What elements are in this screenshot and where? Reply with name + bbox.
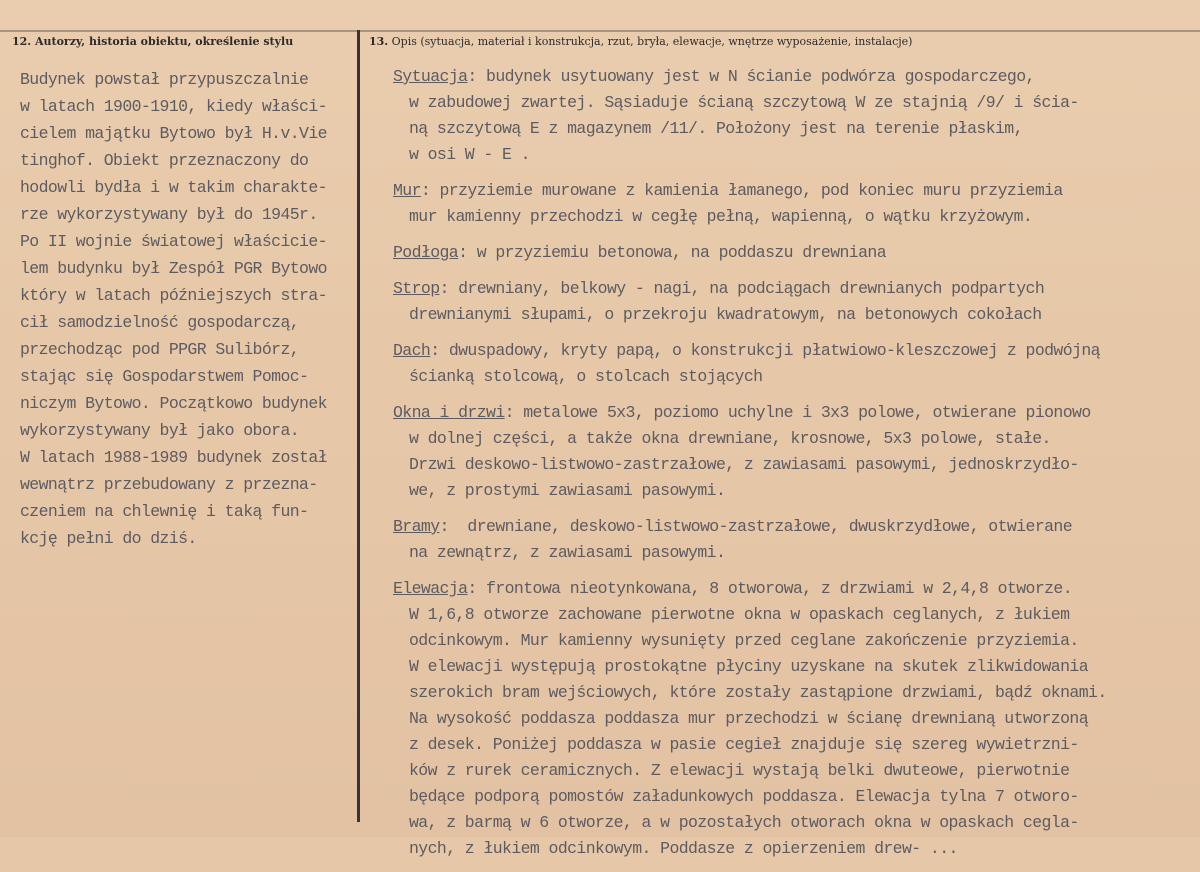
section-first-text: : budynek usytuowany jest w N ścianie podwórza gospodarczego, [467, 67, 1035, 86]
section-first-line [393, 514, 1193, 540]
section-continuation-line: na zewnątrz, z zawiasami pasowymi. [409, 543, 726, 562]
history-line: hodowli bydła i w takim charakte- [20, 178, 327, 197]
section-first-line [393, 64, 1193, 90]
description-section [393, 276, 1193, 328]
section-continuation-line: nych, z łukiem odcinkowym. Poddasze z opierzeniem drew- ... [409, 839, 958, 858]
section-continuation-line: we, z prostymi zawiasami pasowymi. [409, 481, 726, 500]
section-heading: Dach [393, 341, 431, 360]
history-line: przechodząc pod PPGR Sulibórz, [20, 340, 300, 359]
description-section [393, 64, 1193, 168]
section-continuation-line: ków z rurek ceramicznych. Z elewacji wystają belki dwuteowe, pierwotnie [409, 761, 1070, 780]
right-column-header [369, 35, 912, 48]
section-first-line [393, 338, 1193, 364]
left-column-header: 12. Autorzy, historia obiektu, określenie stylu [12, 35, 294, 48]
section-first-line [393, 240, 1193, 266]
section-continuation-line: odcinkowym. Mur kamienny wysunięty przed ceglane zakończenie przyziemia. [409, 631, 1079, 650]
description-section [393, 576, 1193, 862]
section-continuation-line: mur kamienny przechodzi w cegłę pełną, wapienną, o wątku krzyżowym. [409, 207, 1033, 226]
section-heading: Sytuacja [393, 67, 468, 86]
section-first-text: : drewniane, deskowo-listwowo-zastrzałowe, dwuskrzydłowe, otwierane [439, 517, 1073, 536]
history-line: Po II wojnie światowej właścicie- [20, 232, 327, 251]
history-line: kcję pełni do dziś. [20, 529, 197, 548]
history-line: cielem majątku Bytowo był H.v.Vie [20, 124, 327, 143]
section-continuation-line: w osi W - E . [409, 145, 530, 164]
history-line: tinghof. Obiekt przeznaczony do [20, 151, 309, 170]
section-continuation-line: w dolnej części, a także okna drewniane, krosnowe, 5x3 polowe, stałe. [409, 429, 1051, 448]
history-line: który w latach późniejszych stra- [20, 286, 327, 305]
history-line: w latach 1900-1910, kiedy właści- [20, 97, 327, 116]
section-continuation-line: W 1,6,8 otworze zachowane pierwotne okna w opaskach ceglanych, z łukiem [409, 605, 1070, 624]
description-section [393, 400, 1193, 504]
description-section [393, 178, 1193, 230]
history-line: cił samodzielność gospodarczą, [20, 313, 300, 332]
section-continuation-line: W elewacji występują prostokątne płyciny uzyskane na skutek zlikwidowania [409, 657, 1089, 676]
description-text [393, 64, 1193, 872]
section-first-text: : w przyziemiu betonowa, na poddaszu drewniana [458, 243, 886, 262]
section-first-line [393, 276, 1193, 302]
section-heading: Podłoga [393, 243, 459, 262]
column-divider [357, 30, 360, 822]
section-first-text: : frontowa nieotynkowana, 8 otworowa, z drzwiami w 2,4,8 otworze. [467, 579, 1073, 598]
section-continuation-line: ścianką stolcową, o stolcach stojących [409, 367, 763, 386]
section-heading: Bramy [393, 517, 440, 536]
section-continuation-line: będące podporą pomostów załadunkowych poddasza. Elewacja tylna 7 otworo- [409, 787, 1079, 806]
section-heading: Okna i drzwi [393, 403, 505, 422]
section-continuation-line: Na wysokość poddasza poddasza mur przechodzi w ścianę drewnianą utworzoną [409, 709, 1089, 728]
section-first-text: : przyziemie murowane z kamienia łamanego, pod koniec muru przyziemia [420, 181, 1063, 200]
section-continuation-line: w zabudowej zwartej. Sąsiaduje ścianą szczytową W ze stajnią /9/ i ścia- [409, 93, 1079, 112]
history-line: rze wykorzystywany był do 1945r. [20, 205, 318, 224]
history-line: stając się Gospodarstwem Pomoc- [20, 367, 309, 386]
section-first-text: : dwuspadowy, kryty papą, o konstrukcji płatwiowo-kleszczowej z podwójną [430, 341, 1100, 360]
right-column-header-text: Opis (sytuacja, materiał i konstrukcja, rzut, bryła, elewacje, wnętrze wyposażenie, instalacje) [391, 35, 913, 48]
section-first-line [393, 400, 1193, 426]
section-heading: Mur [393, 181, 421, 200]
description-section [393, 514, 1193, 566]
description-section [393, 240, 1193, 266]
section-heading: Strop [393, 279, 440, 298]
section-first-line [393, 576, 1193, 602]
description-section [393, 338, 1193, 390]
section-first-line [393, 178, 1193, 204]
history-line: lem budynku był Zespół PGR Bytowo [20, 259, 327, 278]
history-line: wykorzystywany był jako obora. [20, 421, 300, 440]
section-continuation-line: wa, z barmą w 6 otworze, a w pozostałych otworach okna w opaskach cegla- [409, 813, 1079, 832]
header-rule [0, 30, 1200, 32]
history-line: Budynek powstał przypuszczalnie [20, 70, 309, 89]
history-text [20, 66, 355, 552]
section-first-text: : drewniany, belkowy - nagi, na podciągach drewnianych podpartych [439, 279, 1045, 298]
section-heading: Elewacja [393, 579, 468, 598]
section-continuation-line: Drzwi deskowo-listwowo-zastrzałowe, z zawiasami pasowymi, jednoskrzydło- [409, 455, 1079, 474]
section-first-text: : metalowe 5x3, poziomo uchylne i 3x3 polowe, otwierane pionowo [504, 403, 1091, 422]
history-line: niczym Bytowo. Początkowo budynek [20, 394, 327, 413]
right-column-header-number: 13. [369, 35, 389, 48]
history-line: czeniem na chlewnię i taką fun- [20, 502, 309, 521]
section-continuation-line: z desek. Poniżej poddasza w pasie cegieł znajduje się szereg wywietrzni- [409, 735, 1079, 754]
section-continuation-line: ną szczytową E z magazynem /11/. Położony jest na terenie płaskim, [409, 119, 1023, 138]
history-line: W latach 1988-1989 budynek został [20, 448, 327, 467]
section-continuation-line: szerokich bram wejściowych, które zostały zastąpione drzwiami, bądź oknami. [409, 683, 1107, 702]
history-line: wewnątrz przebudowany z przezna- [20, 475, 318, 494]
section-continuation-line: drewnianymi słupami, o przekroju kwadratowym, na betonowych cokołach [409, 305, 1042, 324]
